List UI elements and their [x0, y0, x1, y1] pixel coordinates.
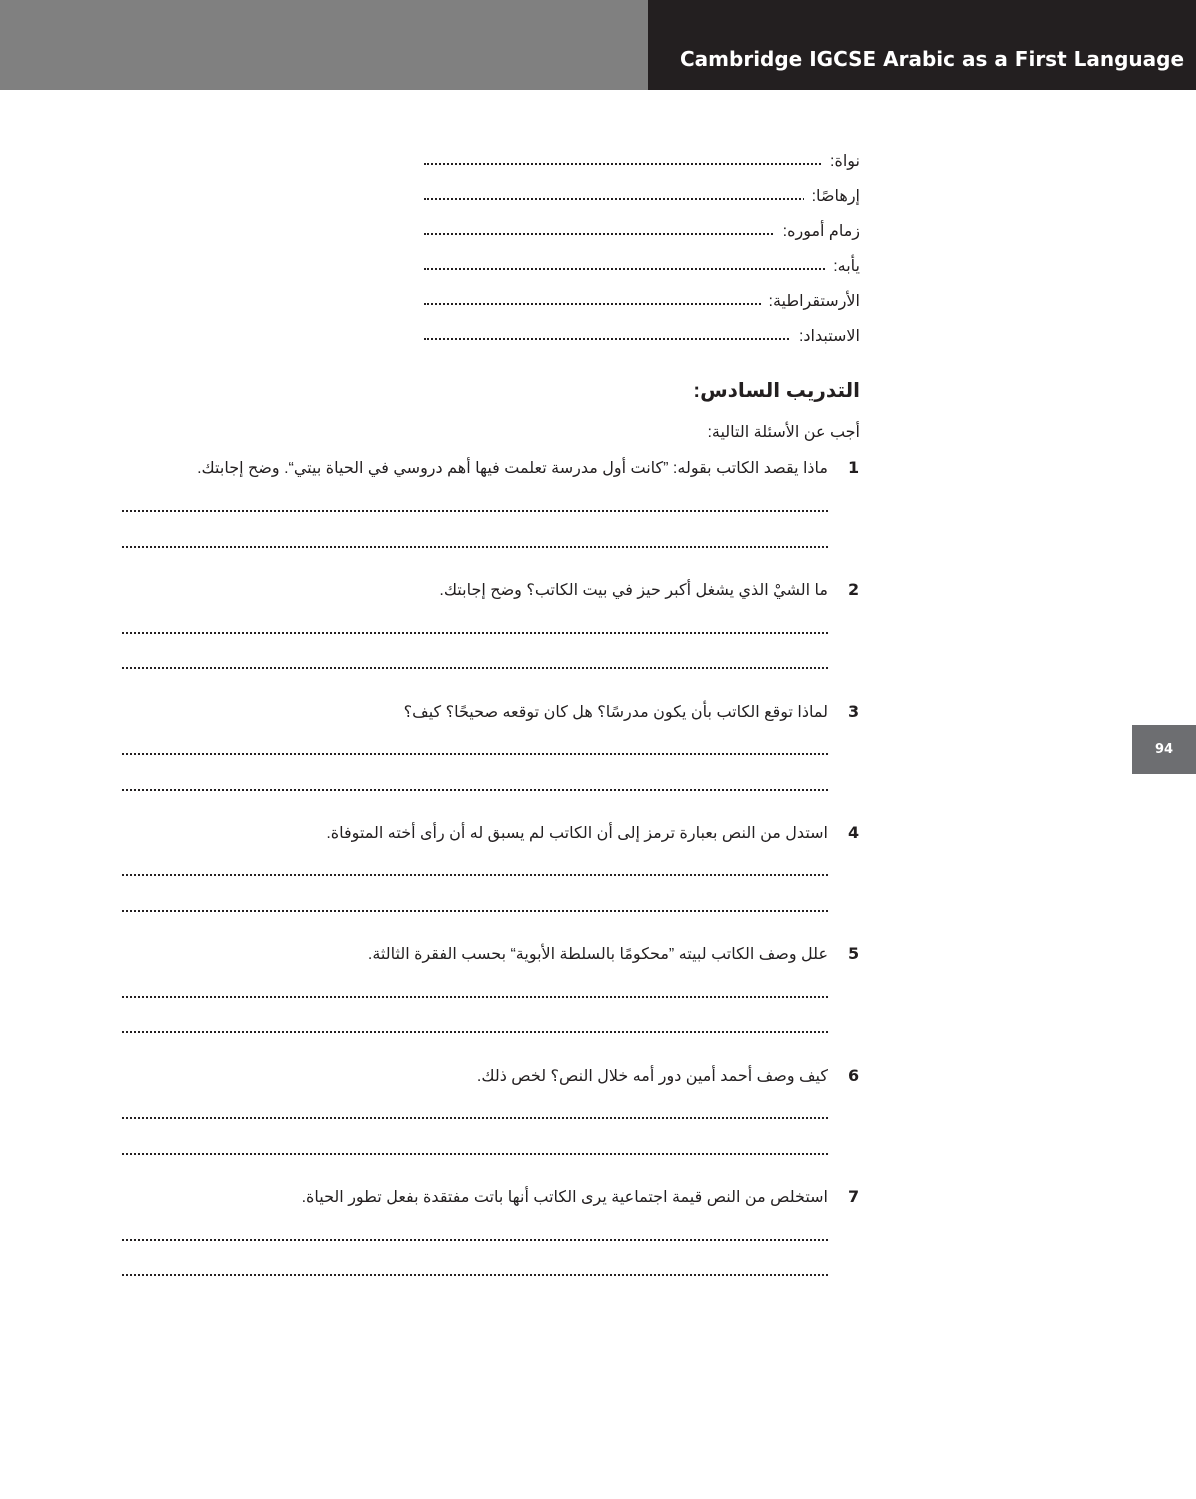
question-number: 4 [848, 823, 860, 842]
vocab-item [420, 248, 860, 278]
vocab-answer-line[interactable] [424, 198, 860, 200]
answer-line[interactable] [122, 510, 828, 512]
answer-line[interactable] [122, 753, 828, 755]
vocab-item [420, 213, 860, 243]
vocab-answer-line[interactable] [424, 268, 860, 270]
answer-line[interactable] [122, 1274, 828, 1276]
page-number-tab [1132, 725, 1196, 774]
answer-line[interactable] [122, 1031, 828, 1033]
header-dark-band [648, 0, 1196, 90]
question-number: 1 [848, 458, 860, 477]
answer-line[interactable] [122, 1117, 828, 1119]
question-text: كيف وصف أحمد أمين دور أمه خلال النص؟ لخص ذلك. [476, 1068, 828, 1085]
vocab-answer-line[interactable] [424, 163, 860, 165]
vocab-label: زمام أموره: [775, 221, 860, 241]
question-number: 5 [848, 944, 860, 963]
answer-line[interactable] [122, 874, 828, 876]
answer-line[interactable] [122, 546, 828, 548]
vocab-label: نواة: [822, 151, 860, 171]
vocab-item [420, 178, 860, 208]
question-text: استخلص من النص قيمة اجتماعية يرى الكاتب أنها باتت مفتقدة بفعل تطور الحياة. [301, 1189, 828, 1206]
section-instruction: أجب عن الأسئلة التالية: [707, 424, 860, 441]
vocab-label: إرهاصًا: [804, 186, 860, 206]
question-text: ما الشيْ الذي يشغل أكبر حيز في بيت الكاتب؟ وضح إجابتك. [439, 582, 828, 599]
question-text: استدل من النص بعبارة ترمز إلى أن الكاتب لم يسبق له أن رأى أخته المتوفاة. [326, 825, 828, 842]
answer-line[interactable] [122, 910, 828, 912]
vocab-item [420, 143, 860, 173]
answer-line[interactable] [122, 789, 828, 791]
book-title: Cambridge IGCSE Arabic as a First Language [680, 47, 1185, 71]
section-title: التدريب السادس: [693, 380, 860, 402]
vocab-label: يأبه: [825, 256, 860, 276]
question-text: لماذا توقع الكاتب بأن يكون مدرسًا؟ هل كان توقعه صحيحًا؟ كيف؟ [403, 704, 828, 721]
vocab-label: الاستبداد: [791, 326, 860, 346]
vocab-item [420, 283, 860, 313]
vocab-item [420, 318, 860, 348]
vocab-label: الأرستقراطية: [761, 291, 860, 311]
question-text: علل وصف الكاتب لبيته ”محكومًا بالسلطة الأبوية“ بحسب الفقرة الثالثة. [367, 946, 828, 963]
question-number: 3 [848, 702, 860, 721]
answer-line[interactable] [122, 667, 828, 669]
answer-line[interactable] [122, 1239, 828, 1241]
question-number: 7 [848, 1187, 860, 1206]
header-grey-band [0, 0, 648, 90]
answer-line[interactable] [122, 1153, 828, 1155]
answer-line[interactable] [122, 632, 828, 634]
question-number: 6 [848, 1066, 860, 1085]
question-text: ماذا يقصد الكاتب بقوله: ”كانت أول مدرسة تعلمت فيها أهم دروسي في الحياة بيتي“. وضح إجابتك. [197, 460, 828, 477]
question-number: 2 [848, 580, 860, 599]
page-number: 94 [1154, 742, 1174, 757]
answer-line[interactable] [122, 996, 828, 998]
